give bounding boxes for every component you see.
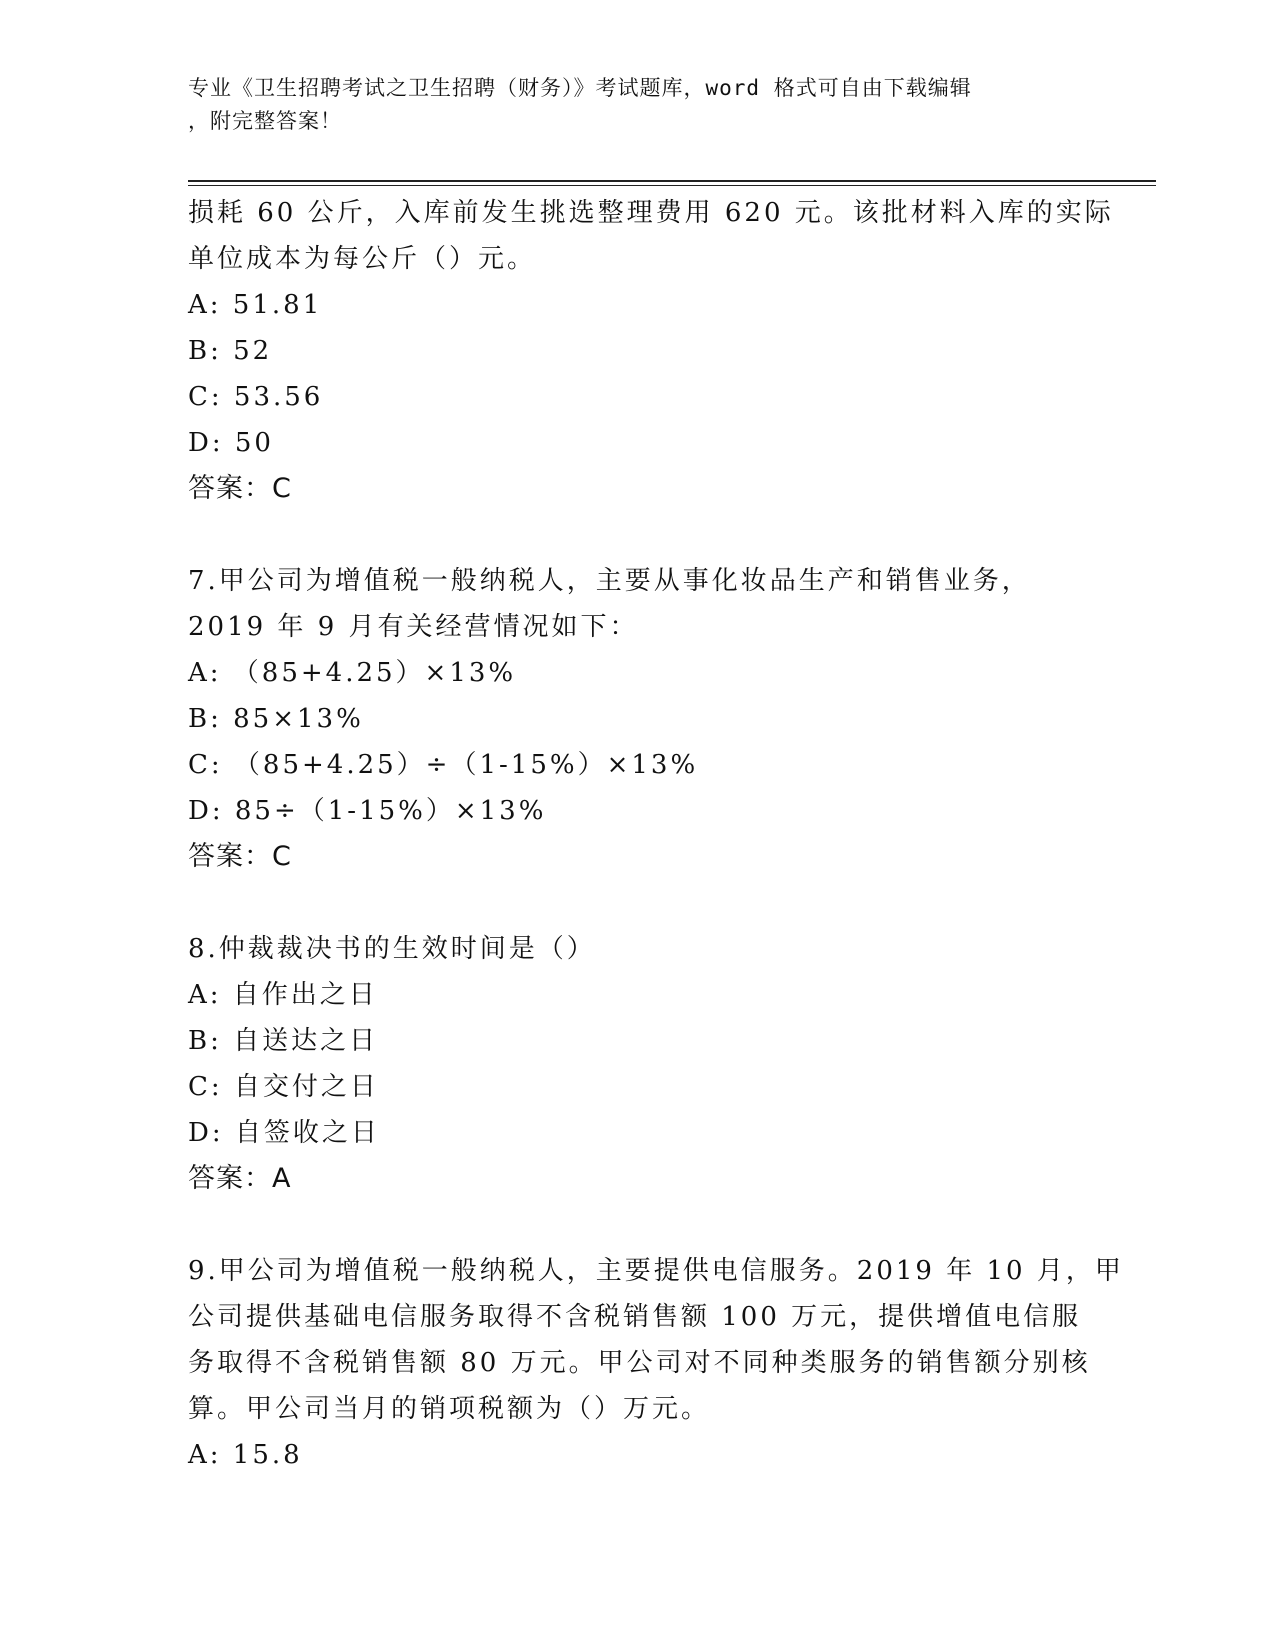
question-stem-line: 8.仲裁裁决书的生效时间是（） [188, 934, 596, 964]
option-b: B: 85×13% [188, 704, 364, 734]
spacer [188, 1202, 1088, 1248]
question-6 [188, 190, 1114, 512]
option-a: A: （85+4.25）×13% [188, 658, 517, 688]
answer: 答案：C [188, 473, 292, 504]
header-rule-thick [188, 180, 1156, 182]
option-c: C: （85+4.25）÷（1-15%）×13% [188, 750, 699, 780]
document-header [188, 72, 1068, 138]
question-stem-line: 7.甲公司为增值税一般纳税人，主要从事化妆品生产和销售业务， [188, 566, 1031, 596]
header-line-2: ，附完整答案！ [188, 109, 342, 133]
question-list [188, 190, 1124, 1478]
answer: 答案：C [188, 841, 292, 872]
question-stem-line: 2019 年 9 月有关经营情况如下： [188, 612, 639, 642]
question-stem-line: 算。甲公司当月的销项税额为（）万元。 [188, 1394, 711, 1424]
question-stem-line: 9.甲公司为增值税一般纳税人，主要提供电信服务。2019 年 10 月，甲 [188, 1256, 1124, 1286]
question-stem-line: 公司提供基础电信服务取得不含税销售额 100 万元，提供增值电信服 [188, 1302, 1082, 1332]
question-8 [188, 926, 1088, 1202]
header-rule-thin [188, 185, 1156, 186]
option-d: D: 自签收之日 [188, 1118, 380, 1148]
question-9 [188, 1248, 1124, 1478]
option-d: D: 85÷（1-15%）×13% [188, 796, 547, 826]
header-line-1: 专业《卫生招聘考试之卫生招聘（财务）》考试题库，word 格式可自由下载编辑 [188, 76, 972, 100]
option-a: A: 自作出之日 [188, 980, 378, 1010]
question-7 [188, 558, 1088, 880]
option-a: A: 51.81 [188, 290, 323, 320]
answer: 答案：A [188, 1163, 292, 1194]
option-a: A: 15.8 [188, 1440, 303, 1470]
option-b: B: 52 [188, 336, 273, 366]
question-stem-line: 损耗 60 公斤，入库前发生挑选整理费用 620 元。该批材料入库的实际 [188, 198, 1114, 228]
spacer [188, 880, 1088, 926]
question-stem-line: 务取得不含税销售额 80 万元。甲公司对不同种类服务的销售额分别核 [188, 1348, 1091, 1378]
question-stem-line: 单位成本为每公斤（）元。 [188, 244, 537, 274]
option-d: D: 50 [188, 428, 274, 458]
spacer [188, 512, 1088, 558]
option-c: C: 53.56 [188, 382, 324, 412]
option-b: B: 自送达之日 [188, 1026, 379, 1056]
option-c: C: 自交付之日 [188, 1072, 379, 1102]
